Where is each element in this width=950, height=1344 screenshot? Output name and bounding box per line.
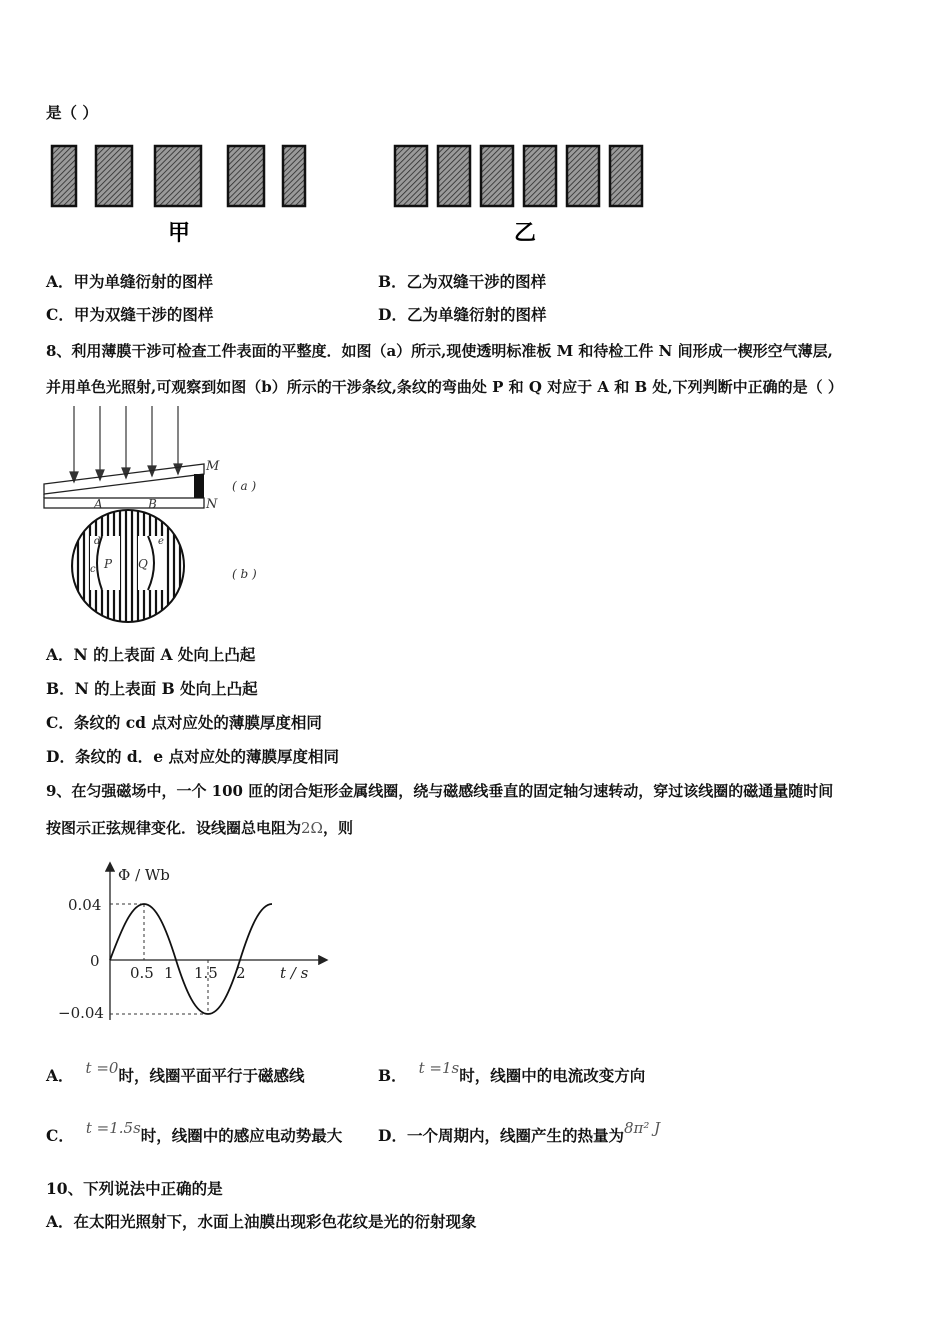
flux-time-graph	[50, 856, 330, 1032]
label-e: e	[158, 536, 164, 547]
y-tick-zero: 0	[90, 952, 100, 970]
q9-resistance-math: 2Ω	[301, 819, 323, 837]
q8-option-c[interactable]	[46, 711, 322, 733]
q7-option-c-text: 甲为双缝干涉的图样	[73, 305, 214, 324]
q8-option-b-letter: B．	[46, 679, 75, 698]
q9-option-d-text: 一个周期内，线圈产生的热量为	[406, 1126, 624, 1145]
q9-option-a-letter: A．	[46, 1066, 74, 1085]
x-tick-0-5: 0.5	[130, 964, 154, 982]
q7-option-a-letter: A．	[46, 272, 74, 291]
y-tick-top: 0.04	[68, 896, 102, 914]
q8-stem-line2: 并用单色光照射,可观察到如图（b）所示的干涉条纹,条纹的弯曲处 P 和 Q 对应于 A 和 B 处,下列判断中正确的是（ ）	[46, 378, 843, 396]
label-a-point: A	[94, 497, 103, 511]
q9-option-c[interactable]	[46, 1119, 343, 1146]
q9-option-d-math: 8π² J	[623, 1119, 661, 1137]
fringe-pattern-jia	[52, 146, 305, 206]
q8-option-a-letter: A．	[46, 645, 74, 664]
q8-option-b[interactable]	[46, 677, 258, 699]
q9-option-c-letter: C．	[46, 1126, 74, 1145]
q8-option-a-text: N 的上表面 A 处向上凸起	[73, 645, 256, 664]
q10-option-a[interactable]	[46, 1210, 477, 1232]
q9-option-d[interactable]	[378, 1119, 661, 1146]
q9-option-a-math: t =0	[85, 1059, 119, 1077]
q7-option-d-letter: D．	[378, 305, 407, 324]
q9-option-a-text: 时，线圈平面平行于磁感线	[118, 1066, 305, 1085]
q10-option-a-letter: A．	[46, 1212, 74, 1231]
q8-option-d[interactable]	[46, 745, 339, 767]
q9-stem-line2-b: ，则	[323, 819, 354, 837]
q9-option-b[interactable]	[378, 1059, 646, 1086]
fringe-patterns-figure	[40, 138, 660, 250]
q7-option-c[interactable]	[46, 303, 213, 325]
x-tick-1-5: 1.5	[194, 964, 218, 982]
label-c: c	[90, 564, 96, 575]
q9-option-c-text: 时，线圈中的感应电动势最大	[140, 1126, 343, 1145]
label-fig-b: ( b )	[232, 567, 257, 581]
label-q: Q	[138, 557, 148, 571]
q8-option-b-text: N 的上表面 B 处向上凸起	[74, 679, 258, 698]
q9-option-a[interactable]	[46, 1059, 305, 1086]
label-yi: 乙	[514, 221, 537, 246]
q8-stem-line1: 8、利用薄膜干涉可检查工件表面的平整度．如图（a）所示,现使透明标准板 M 和待检工件 N 间形成一楔形空气薄层,	[46, 342, 833, 360]
q10-option-a-text: 在太阳光照射下，水面上油膜出现彩色花纹是光的衍射现象	[73, 1212, 477, 1231]
q9-option-b-text: 时，线圈中的电流改变方向	[459, 1066, 646, 1085]
thin-film-figure	[40, 402, 280, 624]
label-jia: 甲	[168, 221, 191, 246]
q8-option-c-text: 条纹的 cd 点对应处的薄膜厚度相同	[73, 713, 322, 732]
q9-option-b-math: t =1s	[418, 1059, 460, 1077]
label-m: M	[206, 459, 220, 474]
q7-option-d[interactable]	[378, 303, 546, 325]
q9-stem-line2-a: 按图示正弦规律变化．设线圈总电阻为	[46, 819, 302, 837]
q10-stem: 10、下列说法中正确的是	[46, 1179, 223, 1198]
q8-option-d-letter: D．	[46, 747, 75, 766]
label-p: P	[104, 557, 113, 571]
q7-option-c-letter: C．	[46, 305, 74, 324]
q9-stem-line2	[46, 817, 353, 838]
q7-option-a-text: 甲为单缝衍射的图样	[73, 272, 214, 291]
q7-option-d-text: 乙为单缝衍射的图样	[406, 305, 547, 324]
label-b-point: B	[148, 497, 157, 511]
q8-option-c-letter: C．	[46, 713, 74, 732]
label-n: N	[206, 497, 218, 512]
fringe-pattern-yi	[395, 146, 642, 206]
q7-option-b[interactable]	[378, 270, 546, 292]
q9-option-b-letter: B．	[378, 1066, 407, 1085]
label-d: d	[94, 536, 101, 547]
q9-option-d-letter: D．	[378, 1126, 407, 1145]
y-axis-label: Φ / Wb	[118, 866, 170, 884]
flux-sine-curve	[110, 904, 272, 1014]
q7-stem-tail: 是（ ）	[46, 103, 98, 122]
q9-stem-line1: 9、在匀强磁场中，一个 100 匝的闭合矩形金属线圈，绕与磁感线垂直的固定轴匀速转动，穿过该线圈的磁通量随时间	[46, 782, 834, 800]
x-tick-2: 2	[236, 964, 246, 982]
x-axis-label: t / s	[280, 964, 309, 982]
x-tick-1: 1	[164, 964, 174, 982]
q7-option-b-text: 乙为双缝干涉的图样	[406, 272, 547, 291]
q7-option-b-letter: B．	[378, 272, 407, 291]
q9-option-c-math: t =1.5s	[85, 1119, 141, 1137]
y-tick-bottom: −0.04	[58, 1004, 104, 1022]
q7-option-a[interactable]	[46, 270, 213, 292]
q8-option-d-text: 条纹的 d．e 点对应处的薄膜厚度相同	[74, 747, 339, 766]
q8-option-a[interactable]	[46, 643, 255, 665]
label-fig-a: ( a )	[232, 479, 257, 493]
